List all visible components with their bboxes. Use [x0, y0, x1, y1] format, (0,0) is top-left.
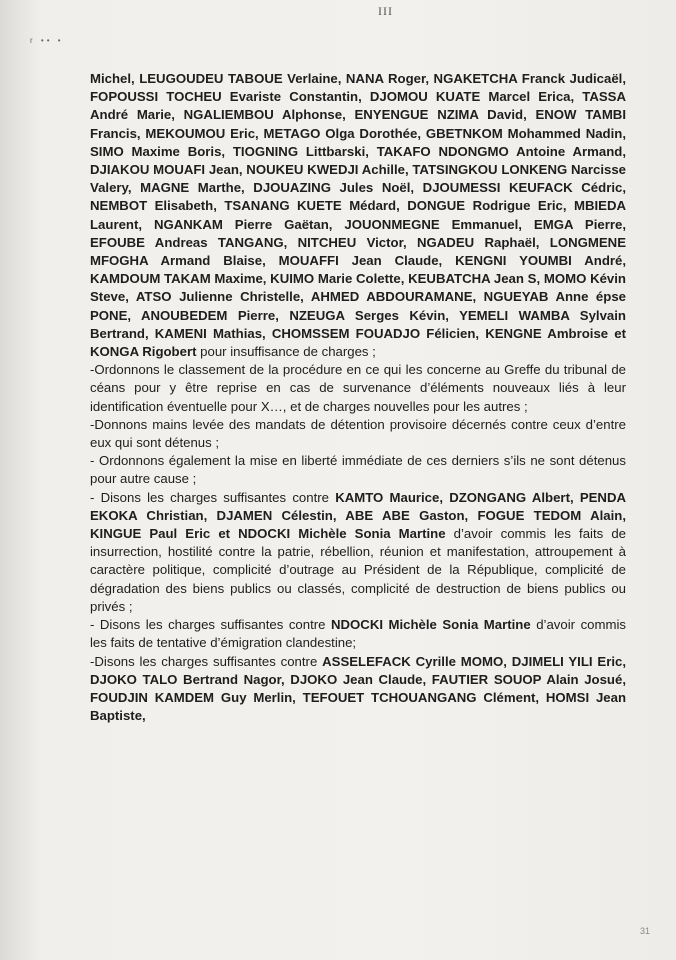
paragraph-list-insuffisance	[90, 70, 626, 361]
defendant-names-list: KAMTO Maurice, DZONGANG Albert, PENDA EKOKA Christian, DJAMEN Célestin, ABE ABE Gaston, FOGUE TEDOM Alain, KINGUE Paul Eric et NDOCKI Michèle Sonia Martine	[90, 489, 626, 542]
defendant-names-list: Michel, LEUGOUDEU TABOUE Verlaine, NANA Roger, NGAKETCHA Franck Judicaël, FOPOUSSI TOCHEU Evariste Constantin, DJOMOU KUATE Marcel Erica, TASSA André Marie, NGALIEMBOU Alphonse, ENYENGUE NZIMA David, ENOW TAMBI Francis, MEKOUMOU Eric, METAGO Olga Dorothée, GBETNKOM Mohammed Nadin, SIMO Maxime Boris, TIOGNING Littbarski, TAKAFO NDONGMO Antoine Armand, DJIAKOU MOUAFI Jean, NOUKEU KWEDJI Achille, TATSINGKOU LONKENG Narcisse Valery, MAGNE Marthe, DJOUAZING Jules Noël, DJOUMESSI KEUFACK Cédric, NEMBOT Elisabeth, TSANANG KUETE Médard, DONGUE Rodrigue Eric, MBIEDA Laurent, NGANKAM Pierre Gaëtan, JOUONMEGNE Emmanuel, EMGA Pierre, EFOUBE Andreas TANGANG, NITCHEU Victor, NGADEU Raphaël, LONGMENE MFOGHA Armand Blaise, MOUAFFI Jean Claude, KENGNI YOUMBI André, KAMDOUM TAKAM Maxime, KUIMO Marie Colette, KEUBATCHA Jean S, MOMO Kévin Steve, ATSO Julienne Christelle, AHMED ABDOURAMANE, NGUEYAB Anne épse PONE, ANOUBEDEM Pierre, NZEUGA Serges Kévin, YEMELI WAMBA Sylvain Bertrand, KAMENI Mathias, CHOMSSEM FOUADJO Félicien, KENGNE Ambroise et KONGA Rigobert	[90, 71, 626, 360]
paragraph-mainlevee: -Donnons mains levée des mandats de détention provisoire décernés contre ceux d’entre eux qui sont détenus ;	[90, 416, 626, 451]
paragraph-liberte: - Ordonnons également la mise en liberté immédiate de ces derniers s’ils ne sont détenus pour autre cause ;	[90, 453, 626, 487]
corner-mark: r •• •	[30, 36, 64, 45]
paragraph-lead: -Disons les charges suffisantes contre	[90, 653, 323, 669]
paragraph-lead: - Disons les charges suffisantes contre	[90, 617, 331, 633]
paragraph-tail: pour insuffisance de charges ;	[196, 344, 376, 360]
paragraph-classement: -Ordonnons le classement de la procédure en ce qui les concerne au Greffe du tribunal de céans pour y être reprise en cas de survenance d’éléments nouveaux liés à leur identification éventuelle pour X…, et de charges nouvelles pour les autres ;	[90, 362, 626, 414]
header-mark: III	[378, 4, 393, 18]
defendant-names-list: NDOCKI Michèle Sonia Martine	[330, 617, 531, 633]
document-body	[90, 70, 626, 725]
page-number: 31	[640, 926, 651, 936]
paragraph-charges-insurrection	[90, 489, 626, 616]
defendant-names-list: ASSELEFACK Cyrille MOMO, DJIMELI YILI Eric, DJOKO TALO Bertrand Nagor, DJOKO Jean Claude, FAUTIER SOUOP Alain Josué, FOUDJIN KAMDEM Guy Merlin, TEFOUET TCHOUANGANG Clément, HOMSI Jean Baptiste,	[90, 653, 626, 724]
paragraph-charges-emigration	[90, 616, 626, 652]
paragraph-tail: d’avoir commis les faits de insurrection, hostilité contre la patrie, rébellion, réunion et manifestation, attroupement à caractère politique, complicité d’outrage au Président de la République, complicité de dégradation des biens publics ou classés, complicité de destruction de biens publics ou privés ;	[90, 526, 626, 614]
paragraph-lead: - Disons les charges suffisantes contre	[90, 489, 336, 505]
paragraph-charges-third	[90, 653, 626, 726]
paragraph-tail: d’avoir commis les faits de tentative d’émigration clandestine;	[90, 617, 626, 651]
